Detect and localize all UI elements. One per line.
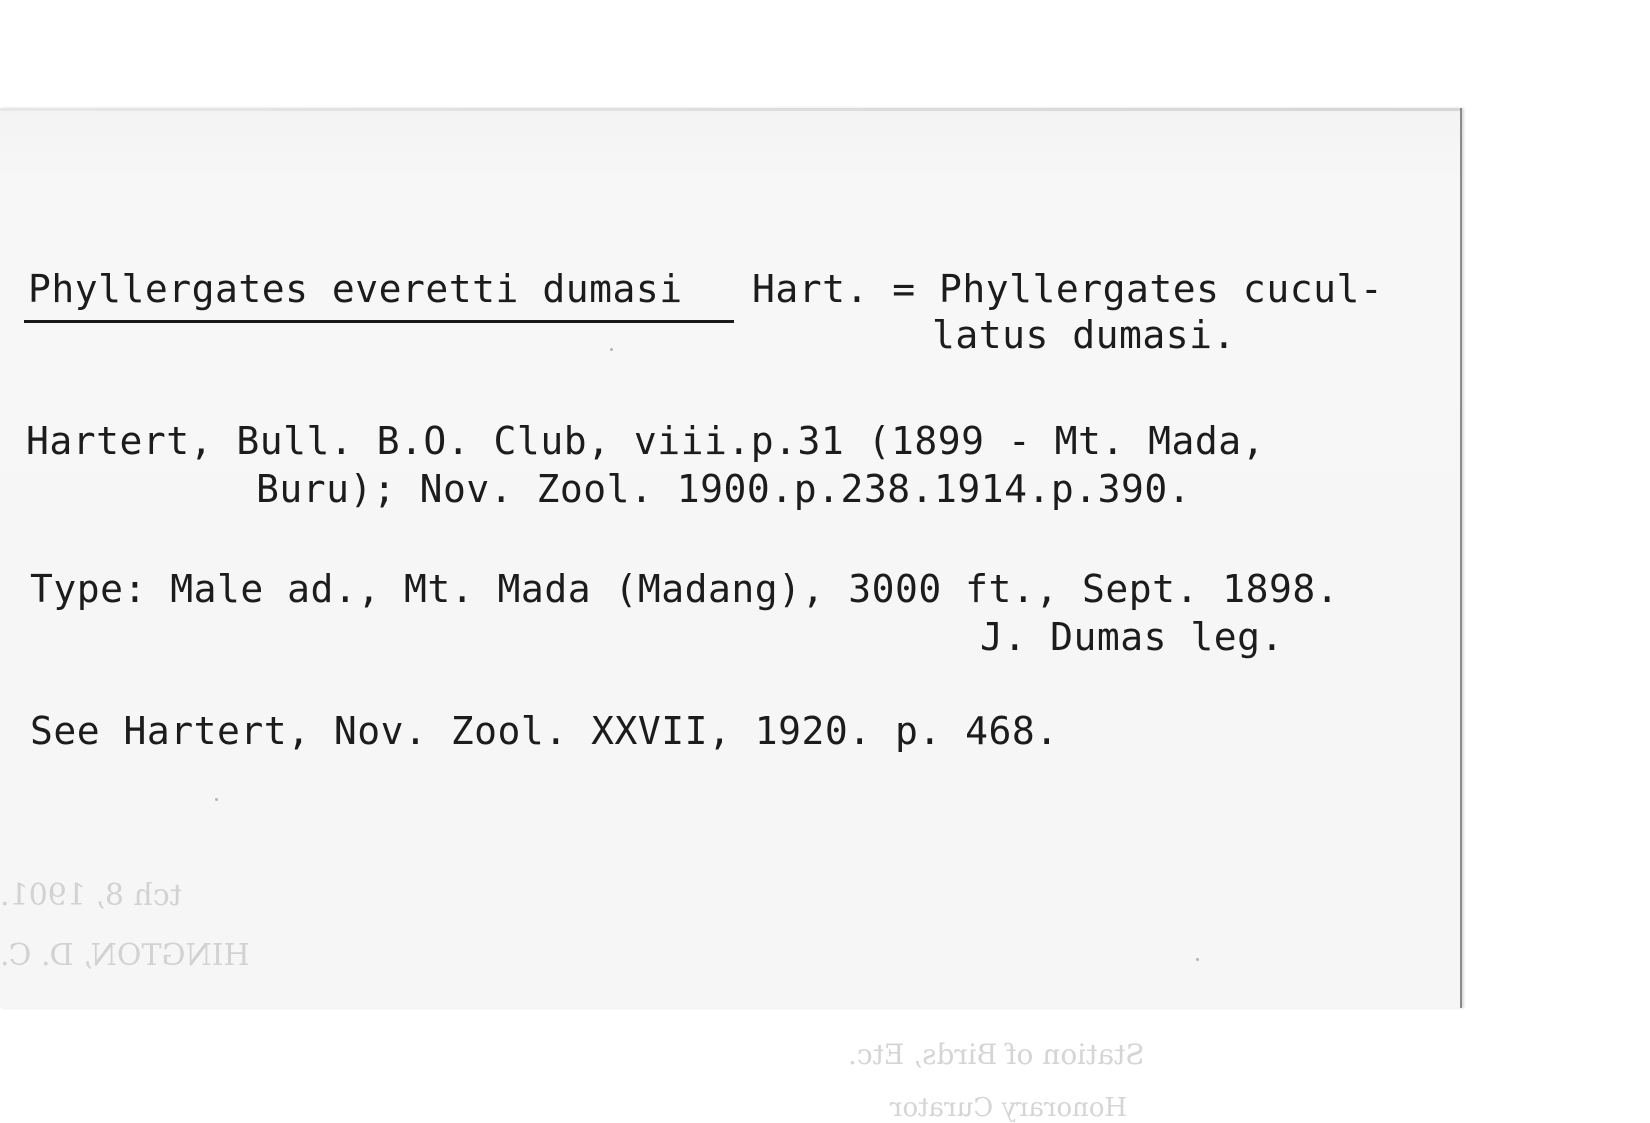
show-through-line-2: HINGTON, D. C.: [0, 938, 250, 973]
card-edge: [0, 108, 1460, 111]
show-through-line-1: tch 8, 1901.: [0, 878, 182, 913]
reference-line-2: Buru); Nov. Zool. 1900.p.238.1914.p.390.: [256, 467, 1192, 511]
synonym-text: Hart. = Phyllergates cucul-: [752, 267, 1384, 311]
reference-line-1: Hartert, Bull. B.O. Club, viii.p.31 (1899 - Mt. Mada,: [26, 419, 1266, 463]
paper-speck: [610, 348, 613, 351]
synonym-continuation: latus dumasi.: [932, 313, 1236, 357]
paper-speck: [215, 798, 218, 801]
see-also-line: See Hartert, Nov. Zool. XXVII, 1920. p. 468.: [30, 709, 1059, 753]
type-line-2: J. Dumas leg.: [980, 615, 1284, 659]
species-name-underline: [24, 320, 734, 323]
paper-speck: [1196, 958, 1199, 961]
show-through-line-3: Station of Birds, Etc.: [848, 1038, 1145, 1071]
type-line-1: Type: Male ad., Mt. Mada (Madang), 3000 ft., Sept. 1898.: [30, 567, 1340, 611]
species-name: Phyllergates everetti dumasi: [28, 267, 683, 311]
index-card: [0, 108, 1462, 1123]
show-through-line-4: Honorary Curator: [890, 1093, 1128, 1123]
